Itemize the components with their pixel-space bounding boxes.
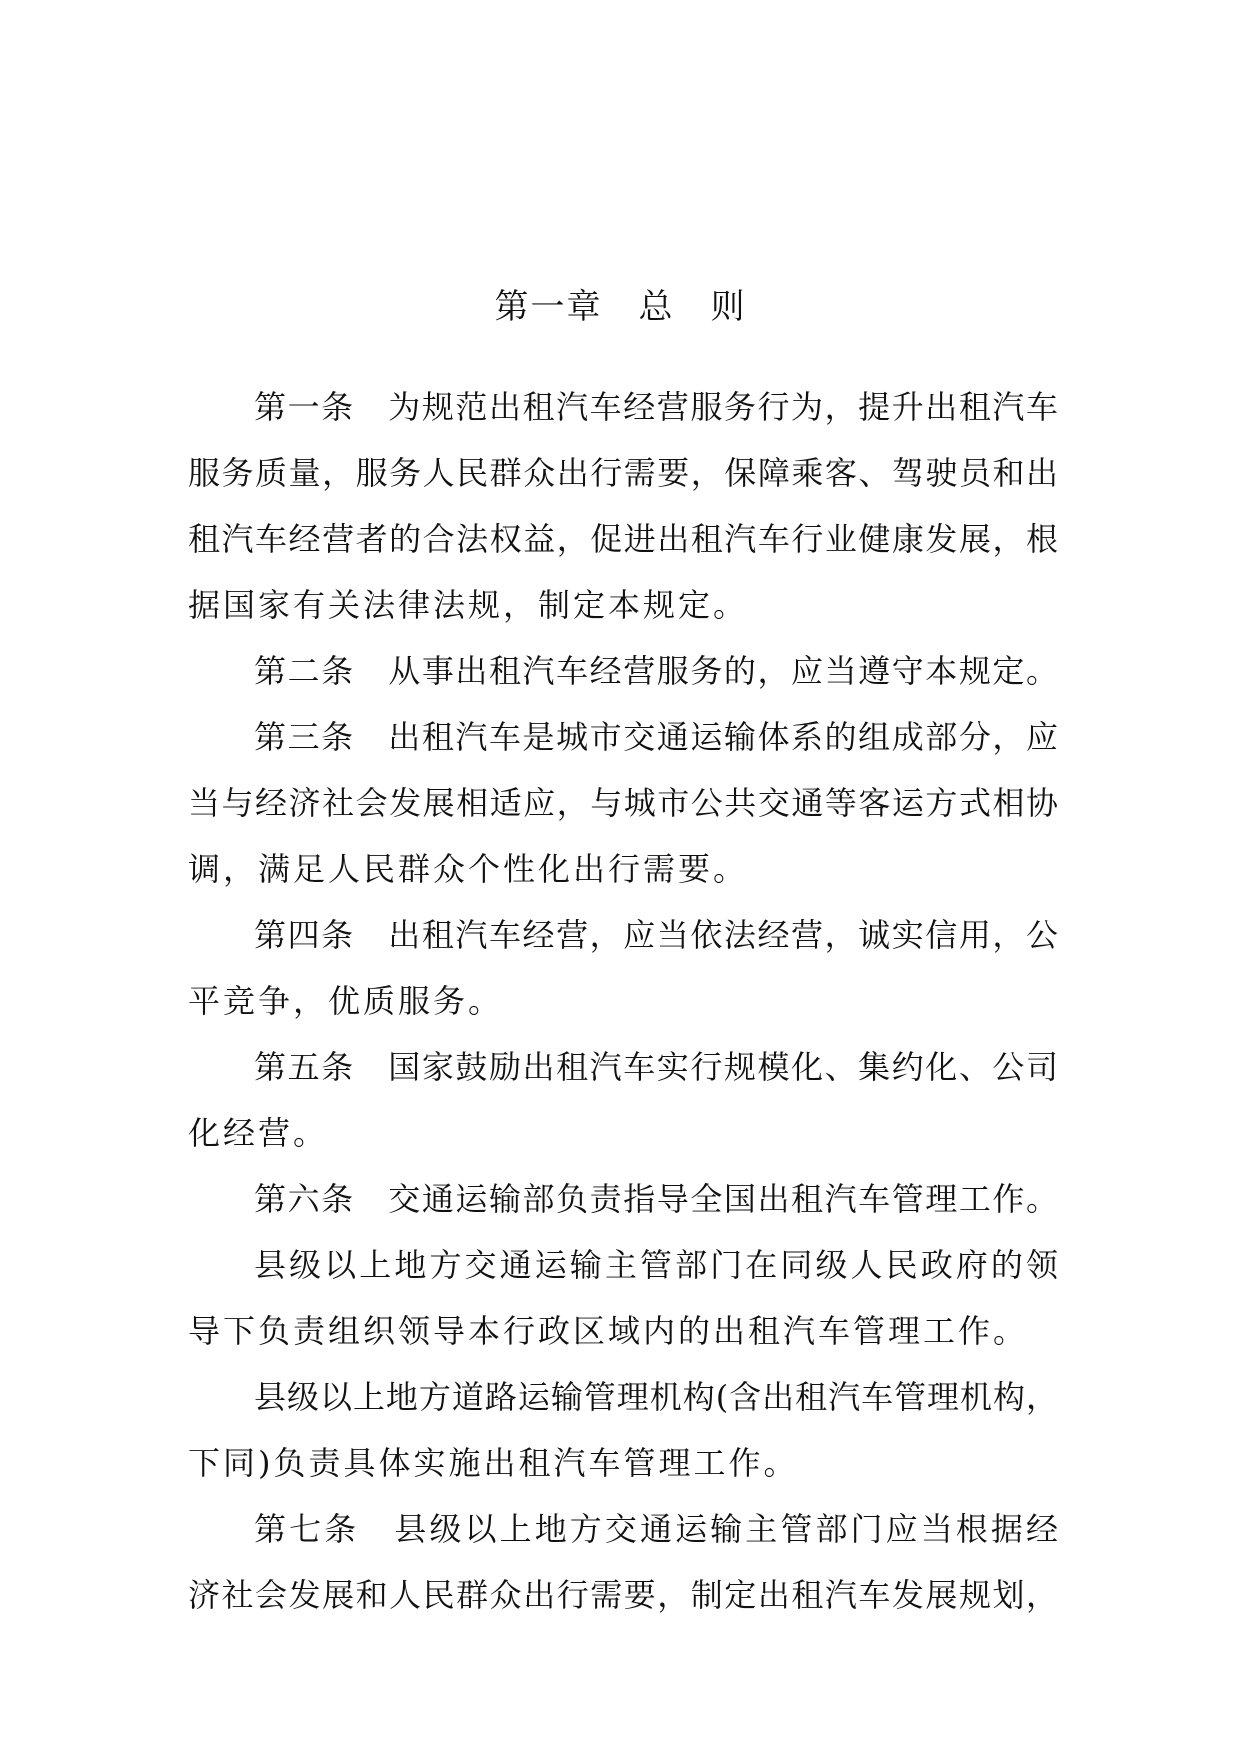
text-line: 平竞争，优质服务。 [188, 982, 504, 1020]
text-line: 第三条 出租汽车是城市交通运输体系的组成部分，应 [254, 718, 1058, 756]
text-line: 当与经济社会发展相适应，与城市公共交通等客运方式相协 [188, 784, 1058, 822]
text-line: 第五条 国家鼓励出租汽车实行规模化、集约化、公司 [254, 1048, 1058, 1086]
chapter-title: 第一章 总 则 [494, 287, 747, 327]
text-line: 县级以上地方道路运输管理机构(含出租汽车管理机构， [254, 1378, 1058, 1416]
text-line: 第一条 为规范出租汽车经营服务行为，提升出租汽车 [254, 388, 1058, 426]
text-line: 第六条 交通运输部负责指导全国出租汽车管理工作。 [254, 1180, 1058, 1218]
text-line: 导下负责组织领导本行政区域内的出租汽车管理工作。 [188, 1312, 1029, 1350]
text-line: 第七条 县级以上地方交通运输主管部门应当根据经 [254, 1510, 1058, 1548]
text-line: 据国家有关法律法规，制定本规定。 [188, 586, 749, 624]
text-line: 下同)负责具体实施出租汽车管理工作。 [188, 1444, 799, 1482]
text-line: 化经营。 [188, 1114, 329, 1152]
text-line: 第二条 从事出租汽车经营服务的，应当遵守本规定。 [254, 652, 1058, 690]
document-body [188, 374, 1058, 1628]
text-line: 服务质量，服务人民群众出行需要，保障乘客、驾驶员和出 [188, 454, 1058, 492]
text-line: 县级以上地方交通运输主管部门在同级人民政府的领 [254, 1246, 1058, 1284]
text-line: 调，满足人民群众个性化出行需要。 [188, 850, 749, 888]
text-line: 济社会发展和人民群众出行需要，制定出租汽车发展规划， [188, 1576, 1058, 1614]
text-line: 租汽车经营者的合法权益，促进出租汽车行业健康发展，根 [188, 520, 1058, 558]
text-line: 第四条 出租汽车经营，应当依法经营，诚实信用，公 [254, 916, 1058, 954]
